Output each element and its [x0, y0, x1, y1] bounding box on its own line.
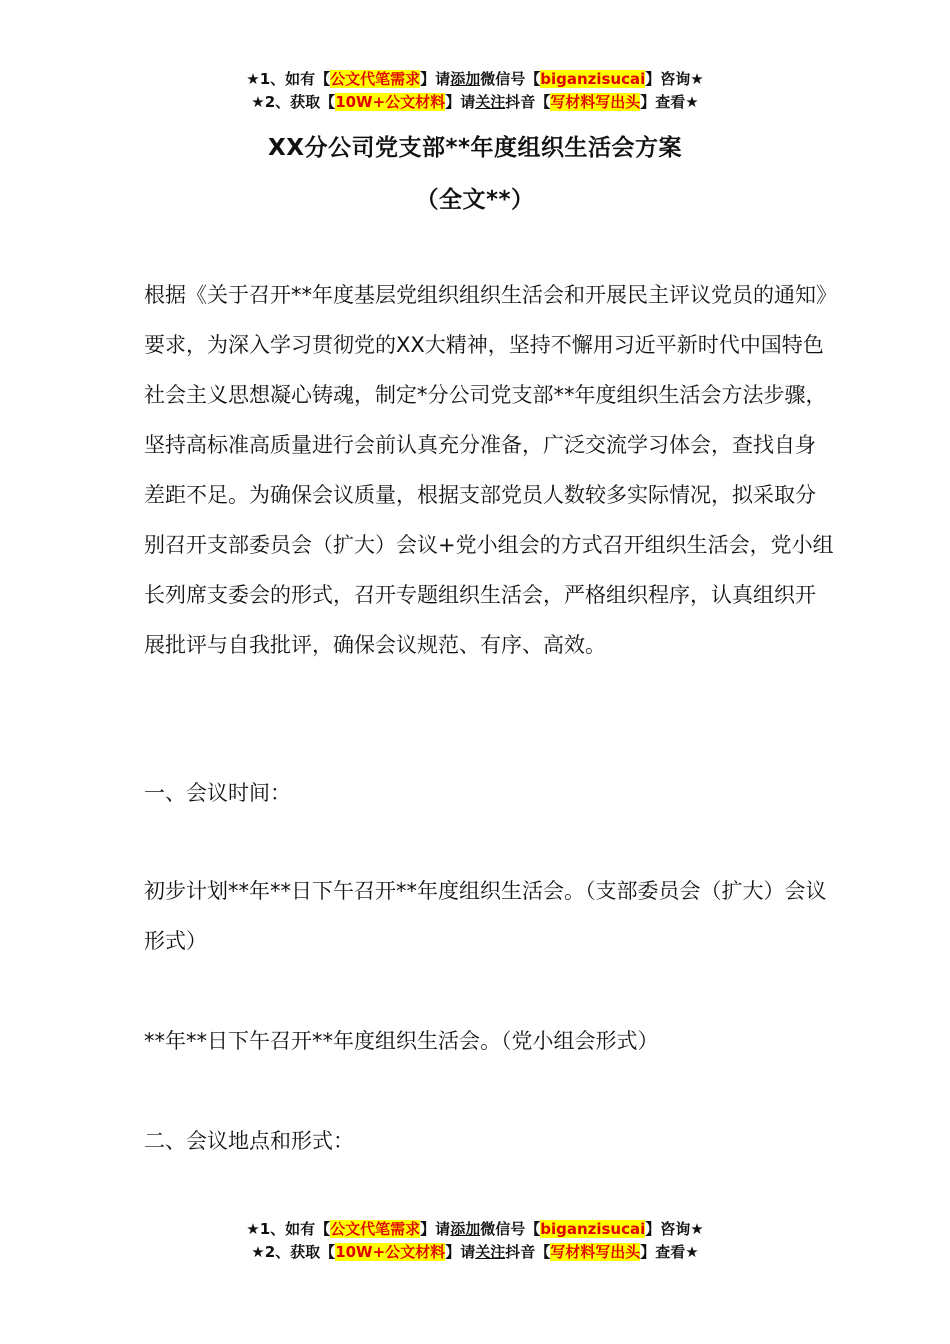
promo-text: ★2、获取【: [251, 93, 336, 111]
promo-line-2: [0, 91, 950, 114]
promo-banner-top: [0, 68, 950, 114]
document-title: XX分公司党支部**年度组织生活会方案: [267, 135, 683, 161]
promo-highlight: 10W+公文材料: [335, 93, 446, 111]
promo-highlight: 写材料写出头: [550, 1243, 641, 1261]
promo-text: 】请: [445, 93, 476, 111]
promo-underline: 添加: [450, 70, 481, 88]
promo-underline: 关注: [475, 1243, 506, 1261]
promo-text: 微信号【: [480, 70, 541, 88]
section-heading-location: [144, 1116, 834, 1166]
document-subtitle: （全文**）: [415, 187, 535, 213]
promo-text: 抖音【: [505, 93, 551, 111]
section-heading-text: 二、会议地点和形式：: [144, 1129, 354, 1153]
section-heading-text: 一、会议时间：: [144, 781, 291, 805]
promo-text: ★2、获取【: [251, 1243, 336, 1261]
promo-text: ★1、如有【: [246, 1220, 331, 1238]
promo-line-2: [0, 1241, 950, 1264]
promo-highlight: biganzisucai: [540, 70, 646, 88]
intro-text: 根据《关于召开**年度基层党组织组织生活会和开展民主评议党员的通知》要求，为深入学习贯彻党的XX大精神，坚持不懈用习近平新时代中国特色社会主义思想凝心铸魂，制定*分公司党支部**年度组织生活会方法步骤，坚持高标准高质量进行会前认真充分准备，广泛交流学习体会，查找自身差距不足。为确保会议质量，根据支部党员人数较多实际情况，拟采取分别召开支部委员会（扩大）会议+党小组会的方式召开组织生活会，党小组长列席支委会的形式，召开专题组织生活会，严格组织程序，认真组织开展批评与自我批评，确保会议规范、有序、高效。: [144, 283, 834, 657]
promo-text: 】请: [420, 70, 451, 88]
promo-highlight: 公文代笔需求: [330, 70, 421, 88]
promo-highlight: 公文代笔需求: [330, 1220, 421, 1238]
promo-text: 抖音【: [505, 1243, 551, 1261]
intro-paragraph: [144, 270, 834, 670]
promo-text: 微信号【: [480, 1220, 541, 1238]
promo-highlight: 10W+公文材料: [335, 1243, 446, 1261]
promo-underline: 添加: [450, 1220, 481, 1238]
promo-text: 】咨询★: [645, 70, 704, 88]
promo-text: 】请: [445, 1243, 476, 1261]
promo-text: 】查看★: [640, 1243, 699, 1261]
promo-underline: 关注: [475, 93, 506, 111]
time-paragraph-2: [144, 1016, 834, 1066]
time-text-1: 初步计划**年**日下午召开**年度组织生活会。（支部委员会（扩大）会议形式）: [144, 879, 827, 953]
promo-text: ★1、如有【: [246, 70, 331, 88]
section-heading-time: [144, 768, 834, 818]
time-paragraph-1: [144, 866, 834, 966]
promo-line-1: [0, 1218, 950, 1241]
promo-highlight: biganzisucai: [540, 1220, 646, 1238]
promo-line-1: [0, 68, 950, 91]
promo-text: 】查看★: [640, 93, 699, 111]
promo-banner-bottom: [0, 1218, 950, 1264]
promo-text: 】咨询★: [645, 1220, 704, 1238]
promo-text: 】请: [420, 1220, 451, 1238]
time-text-2: **年**日下午召开**年度组织生活会。（党小组会形式）: [144, 1029, 659, 1053]
promo-highlight: 写材料写出头: [550, 93, 641, 111]
